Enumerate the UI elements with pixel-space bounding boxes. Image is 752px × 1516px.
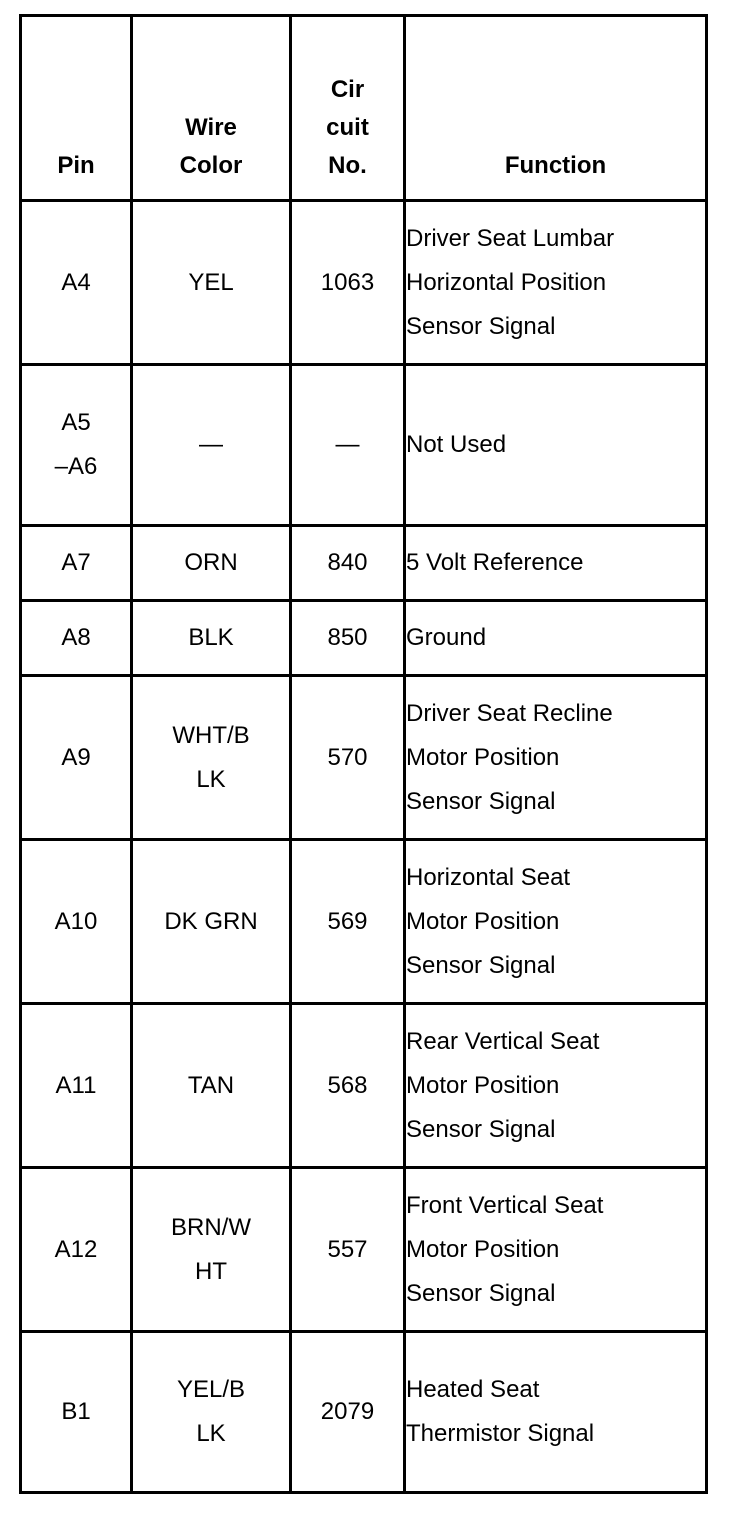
function-cell: Horizontal Seat Motor Position Sensor Signal <box>405 840 707 1004</box>
circuit-cell: 840 <box>291 526 405 601</box>
circuit-cell: 570 <box>291 676 405 840</box>
function-cell: Heated Seat Thermistor Signal <box>405 1332 707 1493</box>
wire-color-cell: — <box>132 365 291 526</box>
table-row <box>21 365 707 526</box>
pin-cell: A4 <box>21 201 132 365</box>
pin-cell: A5 –A6 <box>21 365 132 526</box>
circuit-cell: 568 <box>291 1004 405 1168</box>
wire-color-cell: WHT/B LK <box>132 676 291 840</box>
wire-color-cell: ORN <box>132 526 291 601</box>
header-function: Function <box>405 16 707 201</box>
wire-color-cell: YEL/B LK <box>132 1332 291 1493</box>
circuit-cell: 850 <box>291 601 405 676</box>
table-row <box>21 526 707 601</box>
table-row <box>21 601 707 676</box>
function-cell: Driver Seat Recline Motor Position Sensor Signal <box>405 676 707 840</box>
wire-color-cell: BRN/W HT <box>132 1168 291 1332</box>
pin-cell: B1 <box>21 1332 132 1493</box>
pin-cell: A9 <box>21 676 132 840</box>
wire-color-cell: BLK <box>132 601 291 676</box>
header-pin: Pin <box>21 16 132 201</box>
header-wire-color: Wire Color <box>132 16 291 201</box>
table-row <box>21 1332 707 1493</box>
pin-cell: A11 <box>21 1004 132 1168</box>
table-row <box>21 676 707 840</box>
wire-color-cell: TAN <box>132 1004 291 1168</box>
function-cell: Ground <box>405 601 707 676</box>
pin-cell: A12 <box>21 1168 132 1332</box>
wire-color-cell: DK GRN <box>132 840 291 1004</box>
pin-cell: A7 <box>21 526 132 601</box>
circuit-cell: 557 <box>291 1168 405 1332</box>
function-cell: Front Vertical Seat Motor Position Sensor Signal <box>405 1168 707 1332</box>
header-row <box>21 16 707 201</box>
table-row <box>21 201 707 365</box>
table-row <box>21 1168 707 1332</box>
function-cell: Driver Seat Lumbar Horizontal Position Sensor Signal <box>405 201 707 365</box>
circuit-cell: 2079 <box>291 1332 405 1493</box>
circuit-cell: — <box>291 365 405 526</box>
table-row <box>21 1004 707 1168</box>
function-cell: 5 Volt Reference <box>405 526 707 601</box>
header-circuit-no: Cir cuit No. <box>291 16 405 201</box>
function-cell: Not Used <box>405 365 707 526</box>
pin-cell: A8 <box>21 601 132 676</box>
table-row <box>21 840 707 1004</box>
circuit-cell: 1063 <box>291 201 405 365</box>
circuit-cell: 569 <box>291 840 405 1004</box>
pin-cell: A10 <box>21 840 132 1004</box>
function-cell: Rear Vertical Seat Motor Position Sensor Signal <box>405 1004 707 1168</box>
wire-color-cell: YEL <box>132 201 291 365</box>
connector-pinout-table <box>19 14 708 1494</box>
